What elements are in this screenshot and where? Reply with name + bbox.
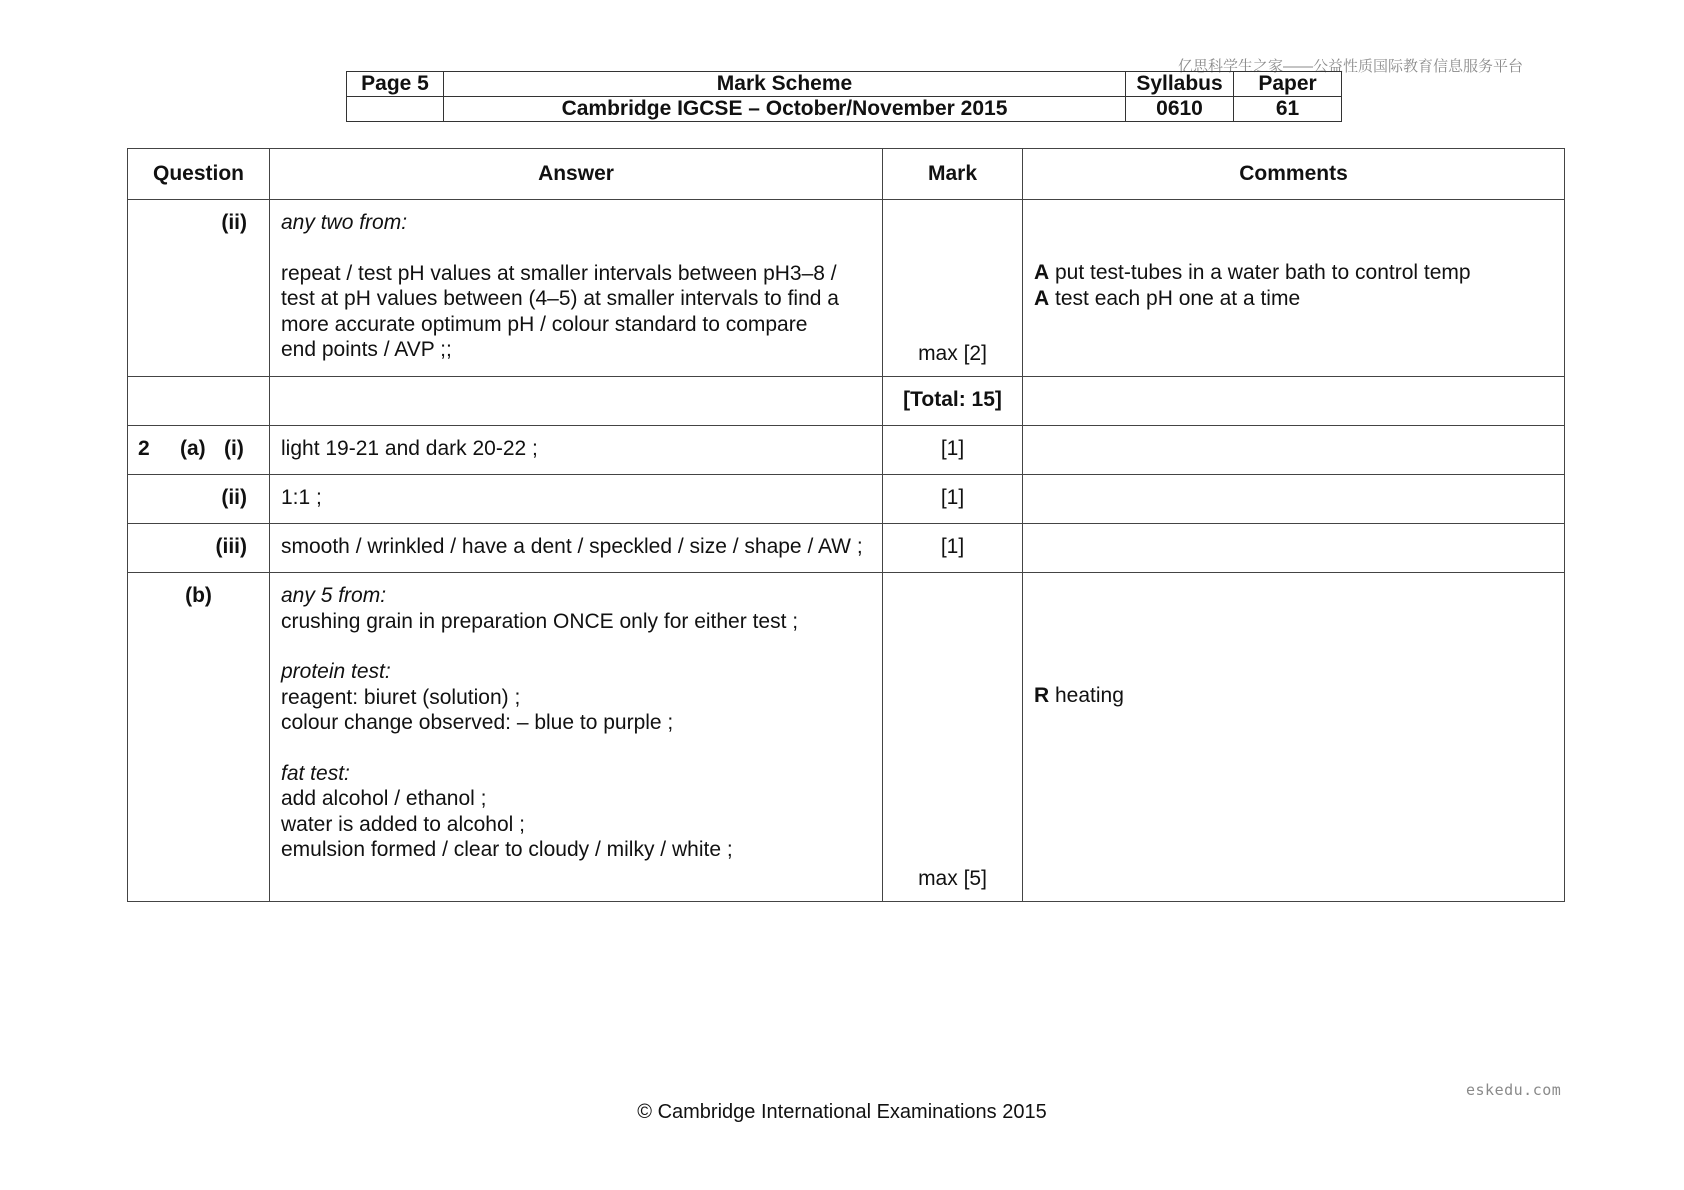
- header-title: Mark Scheme: [444, 72, 1126, 97]
- table-row: [128, 573, 1565, 902]
- comment-line: [1034, 683, 1554, 709]
- comment-prefix: A: [1034, 286, 1050, 310]
- answer-cell: light 19-21 and dark 20-22 ;: [270, 426, 883, 475]
- question-number: (b): [128, 573, 270, 902]
- comments-cell: [1023, 200, 1565, 377]
- column-header-answer: Answer: [270, 149, 883, 200]
- total-mark: [Total: 15]: [883, 377, 1023, 426]
- answer-line: reagent: biuret (solution) ;: [281, 685, 521, 709]
- answer-intro: any 5 from:: [281, 584, 387, 607]
- table-row: [128, 524, 1565, 573]
- comments-cell: [1023, 573, 1565, 902]
- table-row: [128, 200, 1565, 377]
- mark-cell: max [2]: [883, 200, 1023, 377]
- copyright-footer: © Cambridge International Examinations 2015: [637, 1101, 1047, 1123]
- table-row: [128, 426, 1565, 475]
- mark-scheme-table: [127, 148, 1565, 902]
- answer-cell: [270, 573, 883, 902]
- answer-line: colour change observed: – blue to purple ;: [281, 711, 674, 734]
- column-header-comments: Comments: [1023, 149, 1565, 200]
- syllabus-label: Syllabus: [1126, 72, 1234, 97]
- answer-line: crushing grain in preparation ONCE only for either test ;: [281, 609, 799, 633]
- page-label: Page 5: [347, 72, 444, 97]
- answer-line: add alcohol / ethanol ;: [281, 787, 487, 810]
- answer-cell: 1:1 ;: [270, 475, 883, 524]
- comment-line: [1034, 260, 1554, 286]
- question-number: (ii): [128, 475, 270, 524]
- mark-cell: max [5]: [883, 573, 1023, 902]
- answer-line: more accurate optimum pH / colour standard to compare: [281, 312, 808, 336]
- question-number: [128, 426, 270, 475]
- mark-cell: [1]: [883, 426, 1023, 475]
- question-subpart: (i): [224, 437, 244, 460]
- answer-line: water is added to alcohol ;: [281, 812, 525, 836]
- answer-line: end points / AVP ;;: [281, 338, 452, 361]
- table-row: [128, 475, 1565, 524]
- mark-cell: [1]: [883, 524, 1023, 573]
- answer-line: test at pH values between (4–5) at smaller intervals to find a: [281, 287, 839, 310]
- table-row-total: [128, 377, 1565, 426]
- comment-text: test each pH one at a time: [1049, 286, 1301, 310]
- fat-heading: fat test:: [281, 761, 350, 785]
- paper-value: 61: [1234, 97, 1342, 122]
- paper-label: Paper: [1234, 72, 1342, 97]
- table-header-row: [128, 149, 1565, 200]
- page-header-table: [346, 71, 1342, 122]
- comment-text: heating: [1049, 684, 1124, 707]
- answer-line: emulsion formed / clear to cloudy / milky / white ;: [281, 838, 733, 861]
- header-empty-cell: [347, 97, 444, 122]
- answer-intro: any two from:: [281, 211, 408, 234]
- answer-line: repeat / test pH values at smaller intervals between pH3–8 /: [281, 261, 837, 285]
- watermark-top: 亿思科学生之家——公益性质国际教育信息服务平台: [1178, 58, 1524, 75]
- protein-heading: protein test:: [281, 660, 391, 683]
- syllabus-value: 0610: [1126, 97, 1234, 122]
- question-part: (a): [180, 437, 206, 460]
- column-header-question: Question: [128, 149, 270, 200]
- column-header-mark: Mark: [883, 149, 1023, 200]
- comment-text: put test-tubes in a water bath to control temp: [1049, 261, 1471, 284]
- comment-prefix: A: [1034, 261, 1050, 284]
- comment-prefix: R: [1034, 684, 1050, 707]
- question-number: (iii): [128, 524, 270, 573]
- comment-line: [1034, 286, 1554, 312]
- answer-cell: [270, 200, 883, 377]
- header-subtitle: Cambridge IGCSE – October/November 2015: [444, 97, 1126, 122]
- answer-cell: smooth / wrinkled / have a dent / speckled / size / shape / AW ;: [270, 524, 883, 573]
- watermark-bottom: eskedu.com: [1466, 1081, 1562, 1099]
- mark-cell: [1]: [883, 475, 1023, 524]
- question-number: (ii): [128, 200, 270, 377]
- question-main-number: 2: [138, 437, 150, 460]
